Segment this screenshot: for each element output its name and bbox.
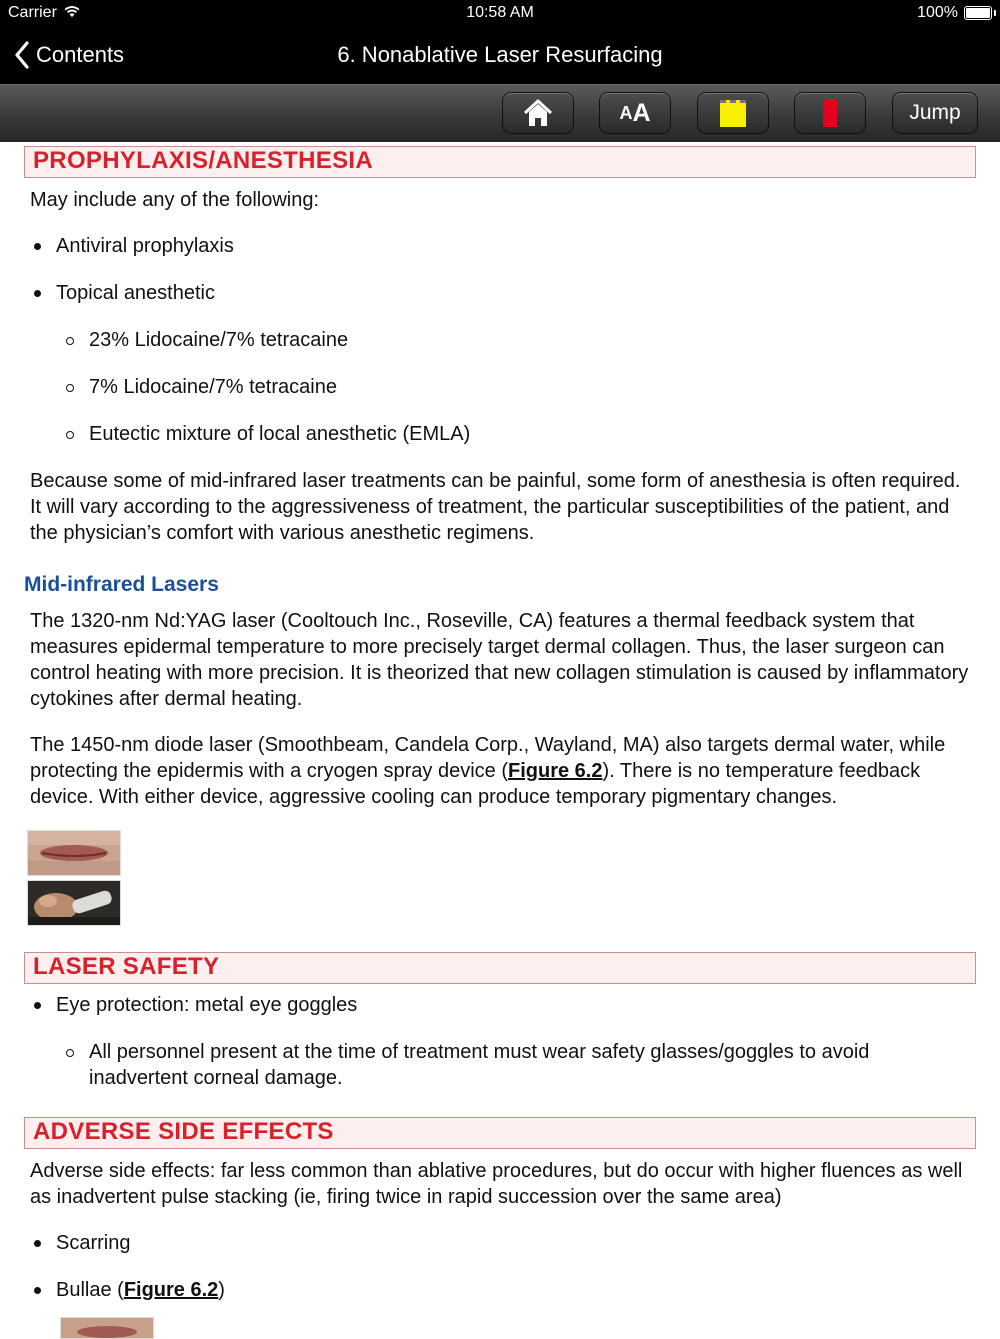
sub-list-item: 7% Lidocaine/7% tetracaine	[89, 376, 337, 398]
page-title: 6. Nonablative Laser Resurfacing	[337, 42, 663, 67]
bullet-dot	[34, 1002, 41, 1009]
figure-link[interactable]: Figure 6.2	[123, 1279, 219, 1301]
bullae-text-before: Bullae (	[56, 1279, 124, 1301]
bullae-text-after: )	[218, 1279, 225, 1301]
sub-bullet-circle	[66, 384, 74, 392]
diode-paragraph	[30, 732, 970, 810]
sub-bullet-circle	[66, 431, 74, 439]
font-size-button[interactable]	[599, 92, 671, 134]
top-bar	[0, 0, 1000, 84]
battery-percent: 100%	[917, 4, 958, 21]
subheading-mid-infrared: Mid-infrared Lasers	[24, 573, 219, 596]
font-size-big-a: A	[632, 98, 651, 127]
figure-link[interactable]: Figure 6.2	[508, 760, 603, 782]
toolbar	[0, 84, 1000, 142]
section-title: ADVERSE SIDE EFFECTS	[33, 1118, 334, 1145]
sub-list-item: All personnel present at the time of treatment must wear safety glasses/goggles to avoid inadvertent corneal damage.	[89, 1041, 870, 1089]
sub-bullet-circle	[66, 1049, 74, 1057]
intro-text: May include any of the following:	[30, 189, 320, 211]
list-item: Scarring	[56, 1232, 131, 1254]
note-button[interactable]	[697, 92, 769, 134]
adverse-paragraph: Adverse side effects: far less common than ablative procedures, but do occur with higher fluences as well as inadvertent pulse stacking (ie, firing twice in rapid succession over the same area)	[30, 1160, 963, 1208]
list-item	[56, 1279, 225, 1302]
bullet-dot	[34, 1240, 41, 1247]
figure-thumbnail-bullae[interactable]	[60, 1317, 154, 1339]
figure-thumbnail-lips[interactable]	[27, 830, 121, 876]
section-header-prophylaxis	[24, 146, 976, 178]
section-title: LASER SAFETY	[33, 953, 220, 980]
battery-icon	[964, 6, 992, 20]
list-item: Topical anesthetic	[56, 282, 215, 304]
nd-yag-paragraph: The 1320-nm Nd:YAG laser (Cooltouch Inc., Roseville, CA) features a thermal feedback system that measures epidermal temperature to more precisely target dermal collagen. Thus, the laser surgeon can control heating with more precision. It is theorized that new collagen stimulation is caused by inflammatory cytokines after dermal heating.	[30, 610, 969, 710]
list-item: Eye protection: metal eye goggles	[56, 994, 358, 1016]
figure-thumbnail-treatment[interactable]	[27, 880, 121, 926]
diode-text-after: ). There is no temperature feedback device. With either device, aggressive cooling can produce temporary pigmentary changes.	[30, 760, 921, 808]
note-icon	[720, 100, 746, 127]
clock: 10:58 AM	[466, 4, 534, 21]
diode-text-before: The 1450-nm diode laser (Smoothbeam, Candela Corp., Wayland, MA) also targets dermal water, while protecting the epidermis with a cryogen spray device (	[30, 734, 946, 782]
section-header-laser-safety	[24, 952, 976, 984]
font-size-small-a: A	[619, 102, 633, 123]
home-icon	[523, 98, 553, 128]
bookmark-button[interactable]	[794, 92, 866, 134]
back-label: Contents	[36, 42, 125, 67]
bookmark-icon	[823, 99, 837, 127]
sub-bullet-circle	[66, 337, 74, 345]
list-item: Antiviral prophylaxis	[56, 235, 234, 257]
sub-list-item: Eutectic mixture of local anesthetic (EMLA)	[89, 423, 471, 445]
bullet-dot	[34, 290, 41, 297]
bullet-dot	[34, 243, 41, 250]
section-title: PROPHYLAXIS/ANESTHESIA	[33, 147, 373, 174]
carrier-label: Carrier	[8, 4, 57, 21]
home-button[interactable]	[502, 92, 574, 134]
section-header-adverse	[24, 1117, 976, 1149]
sub-list-item: 23% Lidocaine/7% tetracaine	[89, 329, 349, 351]
jump-button[interactable]: Jump	[892, 92, 978, 134]
bullet-dot	[34, 1287, 41, 1294]
anesthesia-paragraph: Because some of mid-infrared laser treatments can be painful, some form of anesthesia is often required. It will vary according to the aggressiveness of treatment, the particular susceptibilities of the patient, and the physician’s comfort with various anesthetic regimens.	[30, 470, 961, 544]
